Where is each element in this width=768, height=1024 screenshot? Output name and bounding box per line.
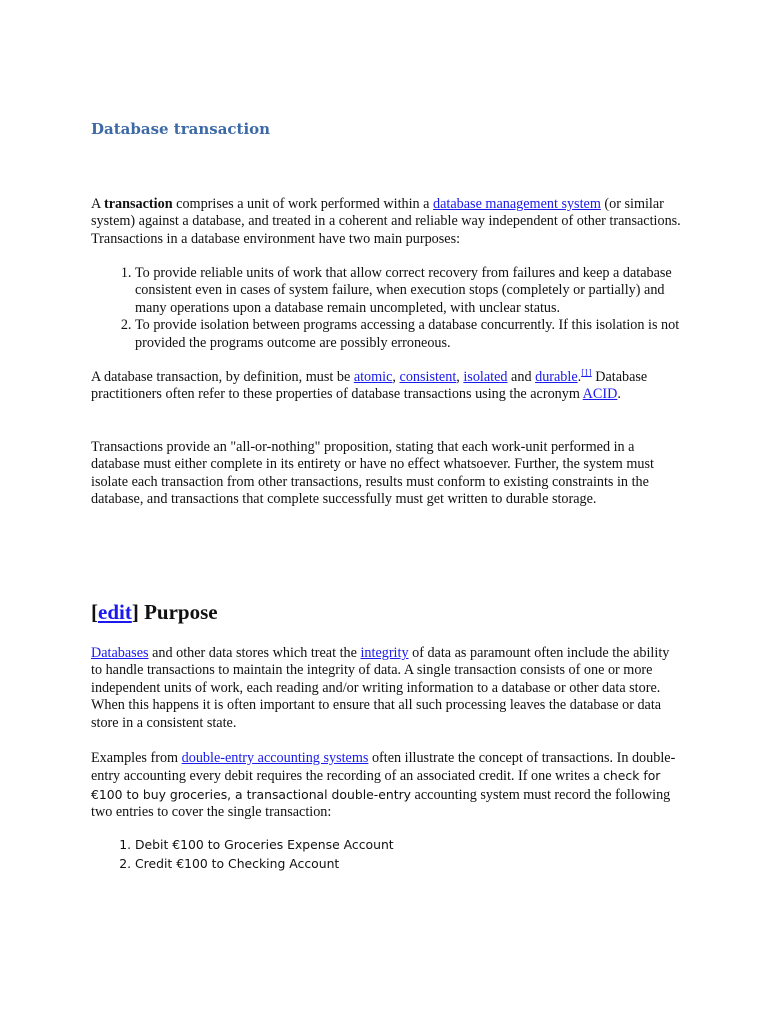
intro-paragraph: A transaction comprises a unit of work performed within a database management system (or similar system) against a database, and treated in a coherent and reliable way independent of other transactions. Transactions in a database environment have two main purposes: <box>91 196 681 247</box>
purposes-list <box>91 265 681 352</box>
link-integrity[interactable]: integrity <box>360 645 409 661</box>
link-atomic[interactable]: atomic <box>353 369 393 385</box>
term-transaction: transaction <box>104 196 173 212</box>
section-heading-purpose: [edit] Purpose <box>91 600 218 624</box>
link-acid[interactable]: ACID <box>582 386 618 403</box>
link-double-entry-accounting[interactable]: double-entry accounting systems <box>181 750 369 766</box>
entries-list <box>91 836 681 873</box>
link-databases[interactable]: Databases <box>91 645 149 661</box>
link-isolated[interactable]: isolated <box>463 369 508 385</box>
databases-paragraph: Databases and other data stores which treat the integrity of data as paramount often include the ability to handle transactions to maintain the integrity of data. A single transaction consists of one or more independent units of work, each reading and/or writing information to a database or other data store. When this happens it is often important to ensure that all such processing leaves the database or data store in a consistent state. <box>91 645 670 731</box>
list-item: 2. Credit €100 to Checking Account <box>135 855 681 874</box>
link-durable[interactable]: durable <box>535 369 578 385</box>
edit-section-link[interactable]: edit <box>98 600 132 624</box>
link-consistent[interactable]: consistent <box>399 369 457 385</box>
list-item: 2. To provide isolation between programs accessing a database concurrently. If this isolation is not provided the programs outcome are possibly erroneous. <box>135 317 681 352</box>
reference-link-1[interactable]: [1] <box>581 367 592 378</box>
acid-paragraph: A database transaction, by definition, must be atomic, consistent, isolated and durable.[1] Database practitioners often refer to these properties of database transactions using the acronym ACID. <box>91 367 648 403</box>
list-item: 1. To provide reliable units of work that allow correct recovery from failures and keep a database consistent even in cases of system failure, when execution stops (completely or partially) and many operations upon a database remain uncompleted, with unclear status. <box>135 265 681 317</box>
list-item: 1. Debit €100 to Groceries Expense Account <box>135 836 681 855</box>
page-title: Database transaction <box>91 120 271 138</box>
link-database-management-system[interactable]: database management system <box>433 196 601 212</box>
all-or-nothing-paragraph: Transactions provide an "all-or-nothing" proposition, stating that each work-unit performed in a database must either complete in its entirety or have no effect whatsoever. Further, the system must isolate each transaction from other transactions, results must conform to existing constraints in the database, and transactions that complete successfully must get written to durable storage. <box>91 439 654 508</box>
examples-paragraph: Examples from double-entry accounting systems often illustrate the concept of transactions. In double-entry accounting every debit requires the recording of an associated credit. If one writes a check for €100 to buy groceries, a transactional double-entry accounting system must record the following two entries to cover the single transaction: <box>91 750 676 821</box>
